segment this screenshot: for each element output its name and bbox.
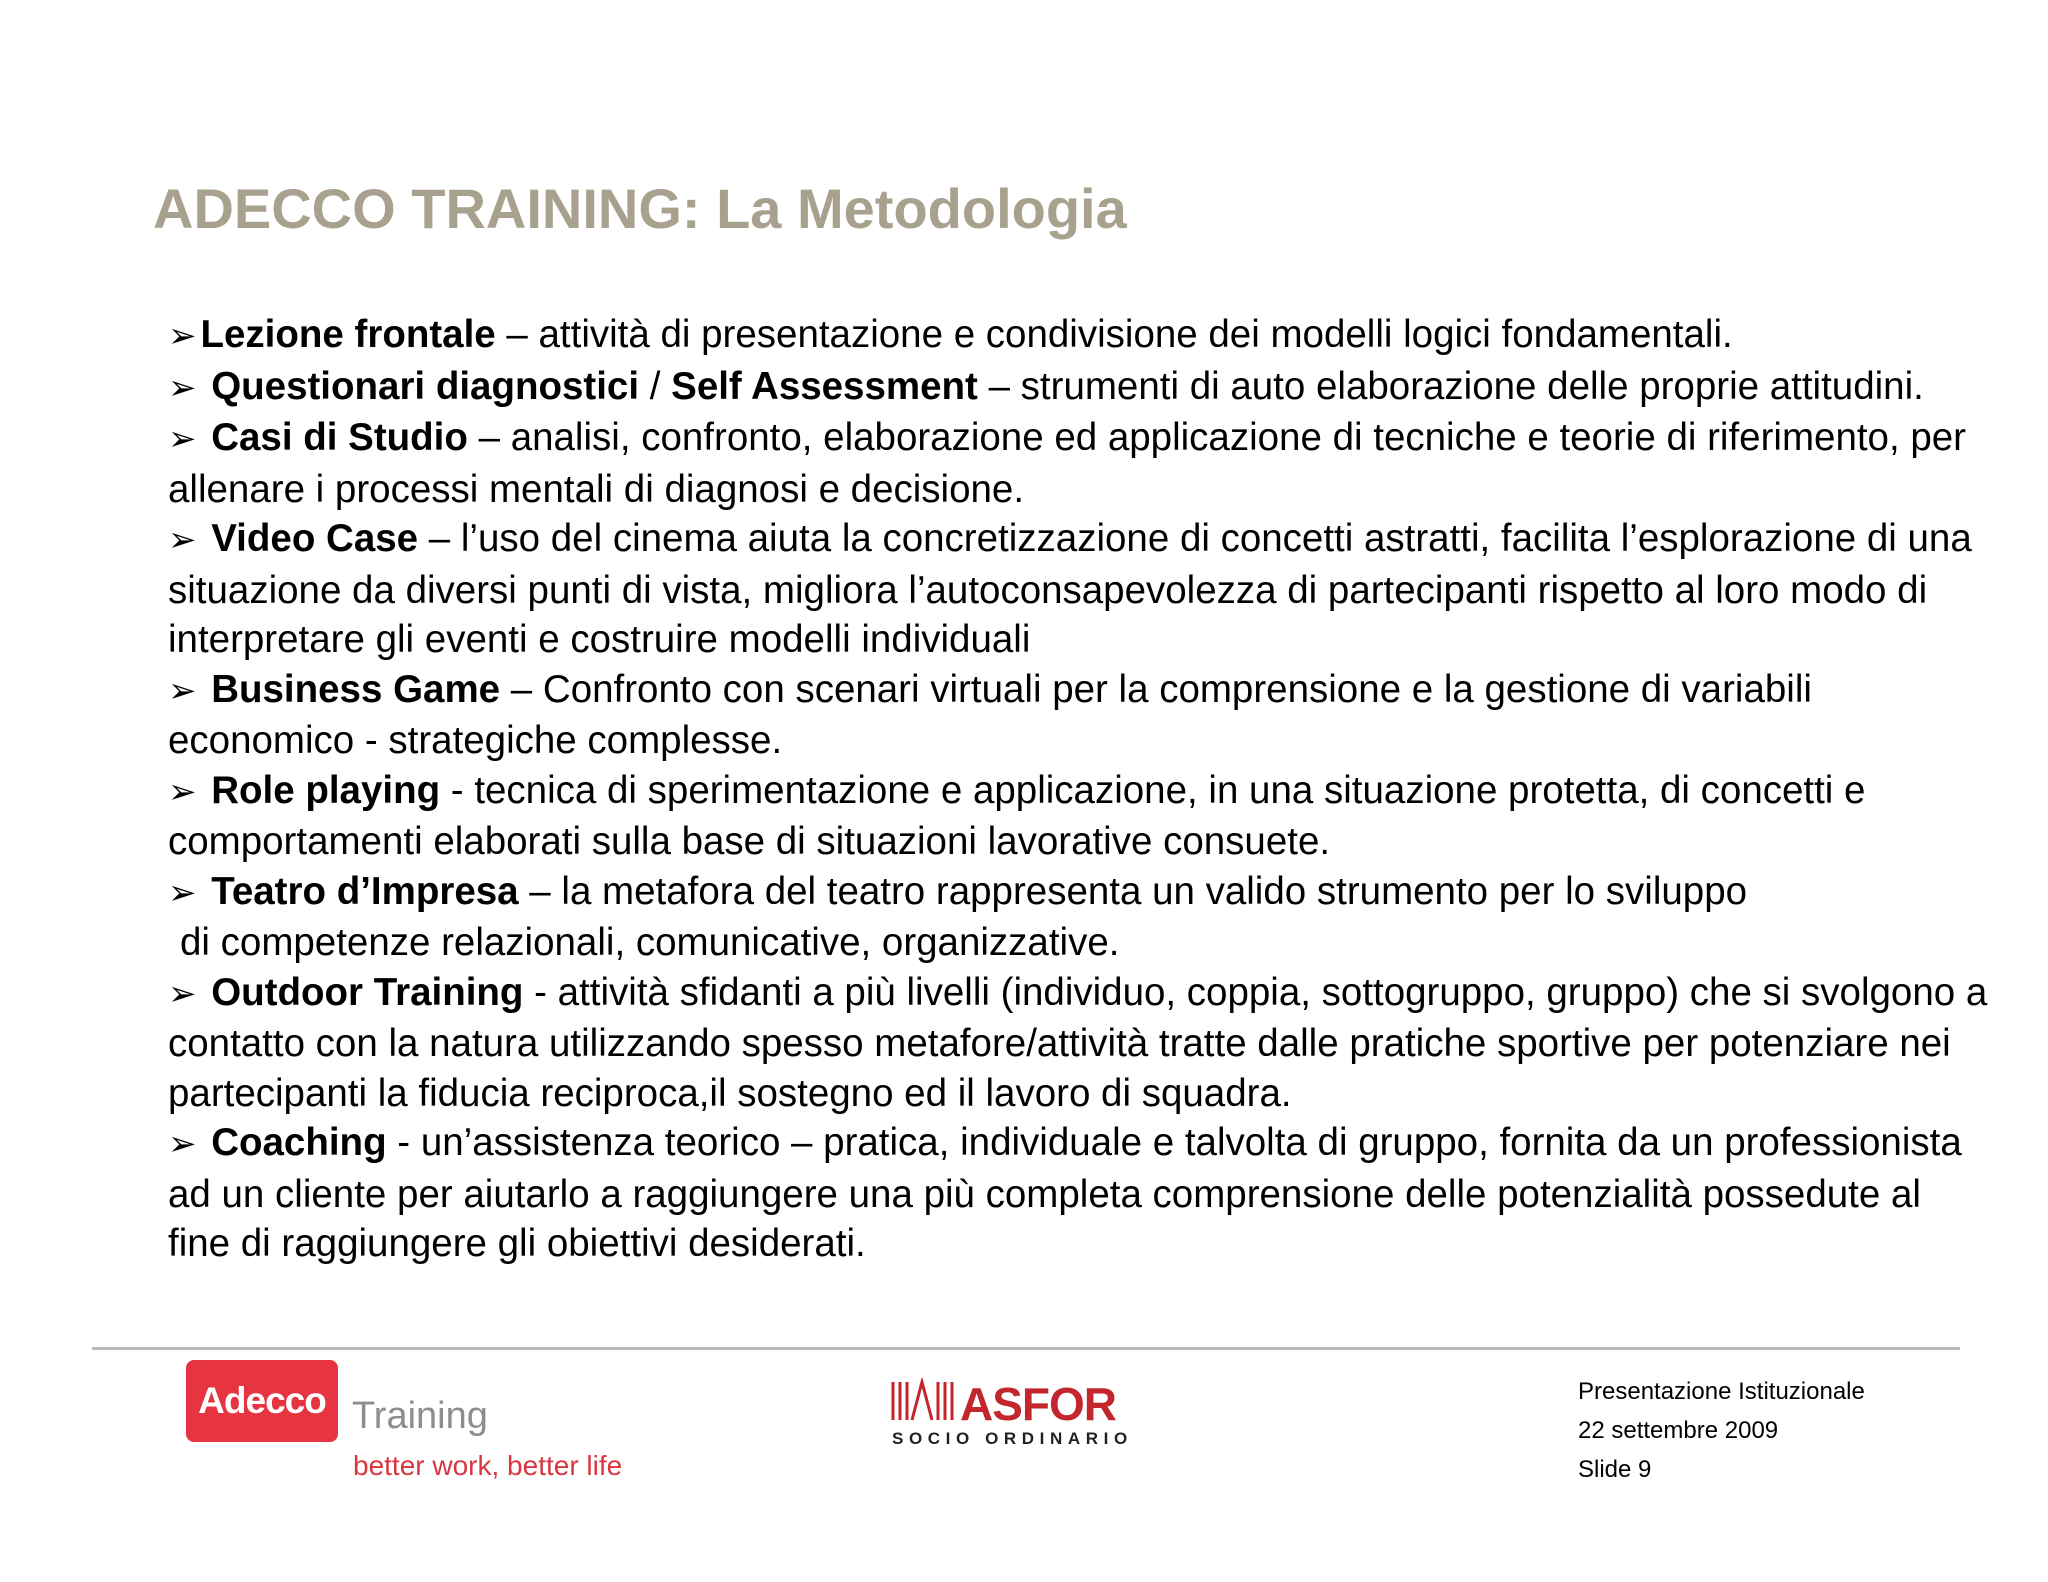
list-item [168,310,1988,362]
item-text: – Confronto con scenari virtuali per la comprensione e la gestione di variabili economico - strategiche complesse. [168,667,1812,762]
arrow-bullet-icon: ➢ [168,671,197,710]
item-text: – attività di presentazione e condivisione dei modelli logici fondamentali. [495,313,1733,356]
item-term: Casi di Studio [211,416,468,459]
item-text: - tecnica di sperimentazione e applicazione, in una situazione protetta, di concetti e comportamenti elaborati sulla base di situazioni lavorative consuete. [168,768,1866,863]
adecco-logo [186,1360,338,1442]
footer-divider [92,1347,1960,1350]
item-term: Lezione frontale [200,313,496,356]
arrow-bullet-icon: ➢ [168,974,197,1013]
presentation-date: 22 settembre 2009 [1578,1417,1779,1444]
asfor-logo [890,1378,1148,1448]
list-item [168,766,1988,867]
list-item [168,867,1988,968]
item-term: Coaching [211,1121,387,1164]
footer-info [1578,1372,1865,1489]
list-item [168,413,1988,514]
item-term: Outdoor Training [211,970,524,1014]
item-term: Video Case [211,517,419,560]
asfor-subtitle: SOCIO ORDINARIO [892,1429,1133,1448]
arrow-bullet-icon: ➢ [168,873,197,912]
item-text: - un’assistenza teorico – pratica, individuale e talvolta di gruppo, fornita da un professionista ad un cliente per aiutarlo a raggiungere una più completa comprensione delle potenzialità possedute al fine di raggiungere gli obiettivi desiderati. [168,1121,1962,1265]
presentation-name: Presentazione Istituzionale [1578,1378,1865,1405]
item-term: Teatro d’Impresa [211,869,519,913]
bullet-list [168,310,1988,1269]
list-item [168,514,1988,665]
item-term: Questionari diagnostici [211,364,640,408]
item-text: - attività sfidanti a più livelli (individuo, coppia, sottogruppo, gruppo) che si svolgono a contatto con la natura utilizzando spesso metafore/attività tratte dalle pratiche sportive per potenziare nei partecipanti la fiducia reciproca,il sostegno ed il lavoro di squadra. [168,970,1988,1115]
item-term-2: Self Assessment [671,364,978,408]
arrow-bullet-icon: ➢ [168,772,197,811]
item-text: – la metafora del teatro rappresenta un valido strumento per lo sviluppo [518,869,1748,913]
item-separator: / [639,364,672,408]
logo-tagline: better work, better life [353,1450,623,1481]
slide-number: Slide 9 [1578,1456,1652,1483]
asfor-name: ASFOR [960,1378,1116,1430]
arrow-bullet-icon: ➢ [168,1125,197,1163]
item-term: Role playing [211,768,441,812]
logo-product-name: Training [352,1395,488,1437]
adecco-logo-text: Adecco [198,1380,326,1421]
list-item [168,968,1988,1119]
list-item [168,362,1988,414]
item-text-continued: di competenze relazionali, comunicative, organizzative. [180,921,1120,964]
arrow-bullet-icon: ➢ [168,317,197,355]
list-item [168,1118,1988,1269]
item-text: – strumenti di auto elaborazione delle proprie attitudini. [977,364,1924,408]
item-text: – l’uso del cinema aiuta la concretizzazione di concetti astratti, facilita l’esplorazione di una situazione da diversi punti di vista, migliora l’autoconsapevolezza di partecipanti rispetto al loro modo di interpretare gli eventi e costruire modelli individuali [168,517,1972,661]
arrow-bullet-icon: ➢ [168,420,197,458]
list-item [168,665,1988,766]
arrow-bullet-icon: ➢ [168,368,197,407]
slide-title: ADECCO TRAINING: La Metodologia [153,177,1127,240]
item-text: – analisi, confronto, elaborazione ed applicazione di tecniche e teorie di riferimento, per allenare i processi mentali di diagnosi e decisione. [168,416,1967,511]
item-term: Business Game [211,667,501,711]
arrow-bullet-icon: ➢ [168,521,197,559]
